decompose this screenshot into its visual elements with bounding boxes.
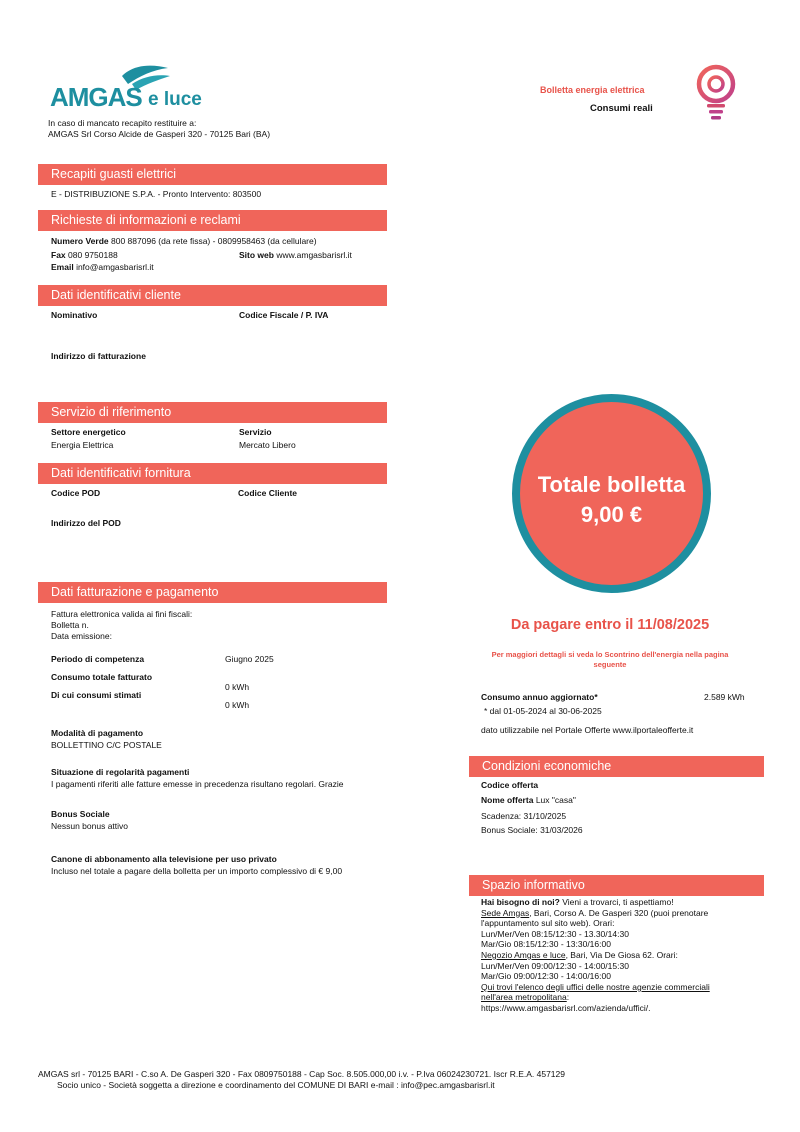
info-line-11[interactable]: https://www.amgasbarisrl.com/azienda/uffici/. <box>481 1002 651 1013</box>
email-value[interactable]: info@amgasbarisrl.it <box>76 262 154 272</box>
offer-expiry: Scadenza: 31/10/2025 <box>481 811 567 821</box>
nominativo-label: Nominativo <box>51 310 98 320</box>
annual-consumption-period: * dal 01-05-2024 al 30-06-2025 <box>484 706 602 716</box>
fax-value: 080 9750188 <box>68 250 118 260</box>
info-section-header: Richieste di informazioni e reclami <box>38 210 387 231</box>
due-note: Per maggiori dettagli si veda lo Scontrino dell'energia nella pagina seguente <box>491 650 729 669</box>
info-line-3: l'appuntamento sul sito web). Orari: <box>481 918 615 929</box>
logo-text: AMGAS <box>50 82 142 112</box>
pod-address-label: Indirizzo del POD <box>51 518 121 528</box>
sector-label: Settore energetico <box>51 427 126 437</box>
company-logo <box>48 62 223 112</box>
total-label: Totale bolletta <box>537 472 686 497</box>
info-line-1-rest: Vieni a trovarci, ti aspettiamo! <box>559 897 674 907</box>
logo-suffix: e luce <box>148 89 202 110</box>
footer-line1: AMGAS srl - 70125 BARI - C.so A. De Gasperi 320 - Fax 0809750188 - Cap Soc. 8.505.000,00 i.v. - P.Iva 06024230721. Iscr R.E.A. 457129 <box>38 1069 565 1079</box>
period-label: Periodo di competenza <box>51 654 145 664</box>
info-line-6-rest: , Bari, Via De Giosa 62. Orari: <box>565 949 678 960</box>
numero-verde <box>51 236 317 247</box>
return-address-line2: AMGAS Srl Corso Alcide de Gasperi 320 - 70125 Bari (BA) <box>48 129 271 139</box>
sede-amgas-link[interactable]: Sede Amgas <box>481 907 530 918</box>
lightbulb-icon <box>696 64 740 124</box>
info-line-9 <box>481 982 710 993</box>
numero-verde-value: 800 887096 (da rete fissa) - 0809958463 (da cellulare) <box>111 236 317 246</box>
payment-method-value: BOLLETTINO C/C POSTALE <box>51 740 162 750</box>
metro-area-link[interactable]: nell'area metropolitana <box>481 992 567 1003</box>
info-line-4: Lun/Mer/Ven 08:15/12:30 - 13.30/14:30 <box>481 928 629 939</box>
due-date: Da pagare entro il 11/08/2025 <box>510 617 710 633</box>
info-line-5: Mar/Gio 08:15/12:30 - 13:30/16:00 <box>481 939 611 950</box>
tv-fee-value: Incluso nel totale a pagare della bolletta per un importo complessivo di € 9,00 <box>51 866 343 876</box>
client-section-header: Dati identificativi cliente <box>38 285 387 306</box>
agencies-link[interactable]: Qui trovi l'elenco degli uffici delle nostre agenzie commerciali <box>481 981 710 992</box>
period-value: Giugno 2025 <box>225 654 274 664</box>
total-consumption-label: Consumo totale fatturato <box>51 672 153 682</box>
bill-number-line: Bolletta n. <box>51 620 89 630</box>
negozio-link[interactable]: Negozio Amgas e luce <box>481 949 566 960</box>
faults-contact: E - DISTRIBUZIONE S.P.A. - Pronto Intervento: 803500 <box>51 189 262 199</box>
fax <box>51 250 118 261</box>
info-line-10-rest: : <box>566 992 570 1003</box>
info-space-body <box>481 897 710 1014</box>
annual-consumption-label: Consumo annuo aggiornato* <box>481 692 598 702</box>
fax-label: Fax <box>51 250 66 260</box>
info-line-8: Mar/Gio 09:00/12:30 - 14:00/16:00 <box>481 971 611 982</box>
website-value[interactable]: www.amgasbarisrl.it <box>276 250 352 260</box>
info-space-header: Spazio informativo <box>469 875 764 896</box>
total-consumption-value: 0 kWh <box>225 682 250 692</box>
footer-line2: Socio unico - Società soggetta a direzione e coordinamento del COMUNE DI BARI e-mail : info@pec.amgasbarisrl.it <box>57 1080 495 1090</box>
info-line-7: Lun/Mer/Ven 09:00/12:30 - 14:00/15:30 <box>481 960 629 971</box>
issue-date-line: Data emissione: <box>51 631 112 641</box>
annual-consumption-value: 2.589 kWh <box>704 692 745 702</box>
info-line-2 <box>481 908 710 919</box>
e-invoice-line: Fattura elettronica valida ai fini fiscali: <box>51 609 193 619</box>
conditions-section-header: Condizioni economiche <box>469 756 764 777</box>
offer-name-value: Lux "casa" <box>535 795 576 805</box>
numero-verde-label: Numero Verde <box>51 236 109 246</box>
return-address-line1: In caso di mancato recapito restituire a: <box>48 118 197 128</box>
tv-fee-label: Canone di abbonamento alla televisione per uso privato <box>51 854 277 864</box>
consumption-type: Consumi reali <box>590 103 653 114</box>
total-amount: 9,00 € <box>580 502 643 527</box>
bonus-label: Bonus Sociale <box>51 809 110 819</box>
info-line-6 <box>481 950 710 961</box>
info-line-1 <box>481 897 710 908</box>
info-line-10 <box>481 992 710 1003</box>
offer-name-label: Nome offerta <box>481 795 534 805</box>
website <box>239 250 352 261</box>
regularity-label: Situazione di regolarità pagamenti <box>51 767 190 777</box>
offer-bonus: Bonus Sociale: 31/03/2026 <box>481 825 583 835</box>
client-code-label: Codice Cliente <box>238 488 298 498</box>
bonus-value: Nessun bonus attivo <box>51 821 129 831</box>
billing-address-label: Indirizzo di fatturazione <box>51 351 146 361</box>
estimated-consumption-value: 0 kWh <box>225 700 250 710</box>
service-value: Mercato Libero <box>239 440 296 450</box>
pod-label: Codice POD <box>51 488 101 498</box>
annual-consumption-note: dato utilizzabile nel Portale Offerte www.ilportaleofferte.it <box>481 725 694 735</box>
offer-code-label: Codice offerta <box>481 780 539 790</box>
payment-method-label: Modalità di pagamento <box>51 728 144 738</box>
offer-name <box>481 795 576 806</box>
sector-value: Energia Elettrica <box>51 440 114 450</box>
info-line-2-rest: , Bari, Corso A. De Gasperi 320 (puoi prenotare <box>529 907 709 918</box>
regularity-value: I pagamenti riferiti alle fatture emesse in precedenza risultano regolari. Grazie <box>51 779 344 789</box>
service-section-header: Servizio di riferimento <box>38 402 387 423</box>
faults-section-header: Recapiti guasti elettrici <box>38 164 387 185</box>
bill-type: Bolletta energia elettrica <box>540 85 645 95</box>
codice-fiscale-label: Codice Fiscale / P. IVA <box>239 310 329 320</box>
service-label: Servizio <box>239 427 272 437</box>
email-label: Email <box>51 262 74 272</box>
supply-section-header: Dati identificativi fornitura <box>38 463 387 484</box>
info-line-1-bold: Hai bisogno di noi? <box>481 897 560 907</box>
website-label: Sito web <box>239 250 274 260</box>
estimated-consumption-label: Di cui consumi stimati <box>51 690 142 700</box>
billing-section-header: Dati fatturazione e pagamento <box>38 582 387 603</box>
email <box>51 262 154 273</box>
